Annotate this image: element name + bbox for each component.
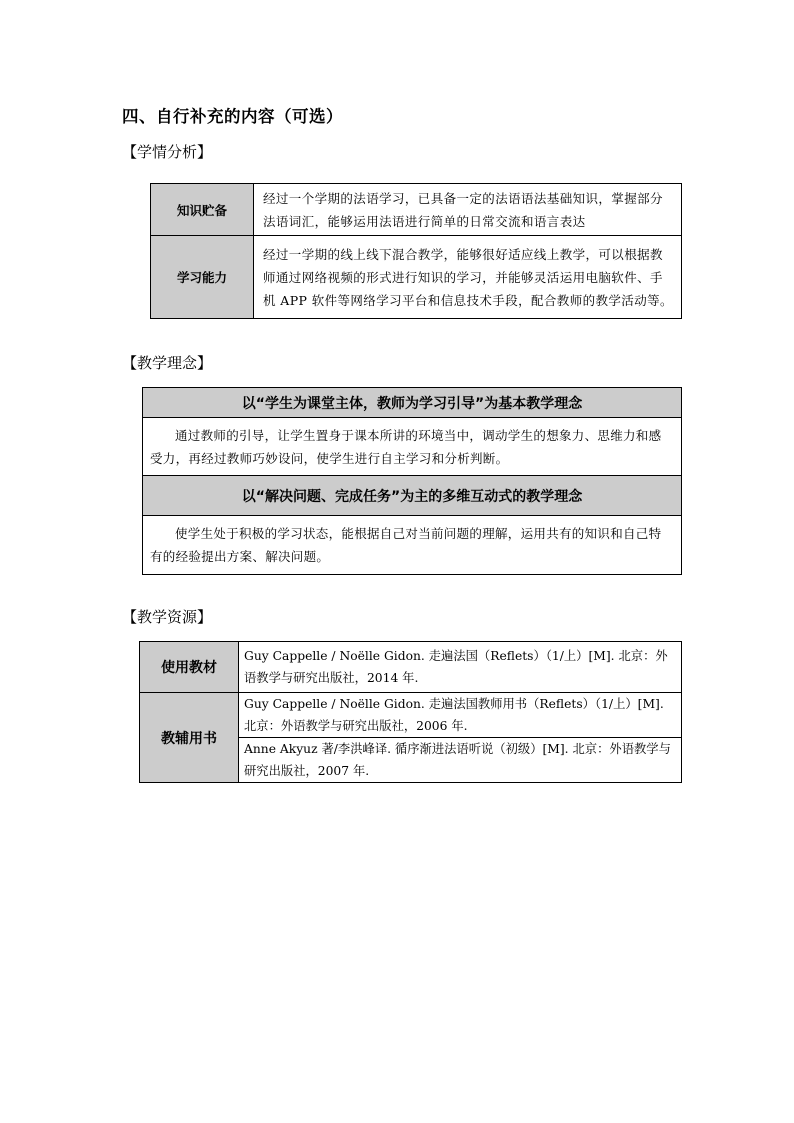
learning-ability-label: 学习能力 bbox=[151, 236, 254, 319]
teaching-resources-table bbox=[139, 641, 682, 783]
philosophy-text-1: 通过教师的引导，让学生置身于课本所讲的环境当中，调动学生的想象力、思维力和感受力，再经过教师巧妙设问，使学生进行自主学习和分析判断。 bbox=[143, 418, 682, 476]
knowledge-reserve-label: 知识贮备 bbox=[151, 184, 254, 236]
learning-ability-text: 经过一学期的线上线下混合教学，能够很好适应线上教学，可以根据教师通过网络视频的形式进行知识的学习，并能够灵活运用电脑软件、手机 APP 软件等网络学习平台和信息技术手段，配合教师的教学活动等。 bbox=[254, 236, 682, 319]
table-row bbox=[143, 476, 682, 516]
philosophy-text-2: 使学生处于积极的学习状态，能根据自己对当前问题的理解，运用共有的知识和自己特有的经验提出方案、解决问题。 bbox=[143, 516, 682, 575]
knowledge-reserve-text: 经过一个学期的法语学习，已具备一定的法语语法基础知识，掌握部分法语词汇，能够运用法语进行简单的日常交流和语言表达 bbox=[254, 184, 682, 236]
table-row bbox=[143, 516, 682, 575]
table-row bbox=[143, 418, 682, 476]
page-title: 四、自行补充的内容（可选） bbox=[122, 107, 343, 126]
table-row bbox=[151, 184, 682, 236]
aux-book-entry-1: Guy Cappelle / Noëlle Gidon. 走遍法国教师用书（Reflets）（1/上）[M]. 北京：外语教学与研究出版社，2006 年. bbox=[239, 693, 682, 738]
aux-books-label: 教辅用书 bbox=[140, 693, 239, 783]
learning-analysis-table bbox=[150, 183, 682, 319]
textbook-label: 使用教材 bbox=[140, 642, 239, 693]
table-row bbox=[151, 236, 682, 319]
teaching-philosophy-table bbox=[142, 387, 682, 575]
philosophy-title-1: 以“学生为课堂主体，教师为学习引导”为基本教学理念 bbox=[143, 388, 682, 418]
table-row bbox=[143, 388, 682, 418]
section-heading-teaching-philosophy: 【教学理念】 bbox=[122, 354, 213, 372]
section-heading-learning-analysis: 【学情分析】 bbox=[122, 143, 213, 161]
table-row bbox=[140, 693, 682, 738]
philosophy-title-2: 以“解决问题、完成任务”为主的多维互动式的教学理念 bbox=[143, 476, 682, 516]
textbook-entry: Guy Cappelle / Noëlle Gidon. 走遍法国（Reflets）（1/上）[M]. 北京：外语教学与研究出版社，2014 年. bbox=[239, 642, 682, 693]
table-row bbox=[140, 642, 682, 693]
section-heading-teaching-resources: 【教学资源】 bbox=[122, 608, 213, 626]
aux-book-entry-2: Anne Akyuz 著/李洪峰译. 循序渐进法语听说（初级）[M]. 北京：外语教学与研究出版社，2007 年. bbox=[239, 738, 682, 783]
